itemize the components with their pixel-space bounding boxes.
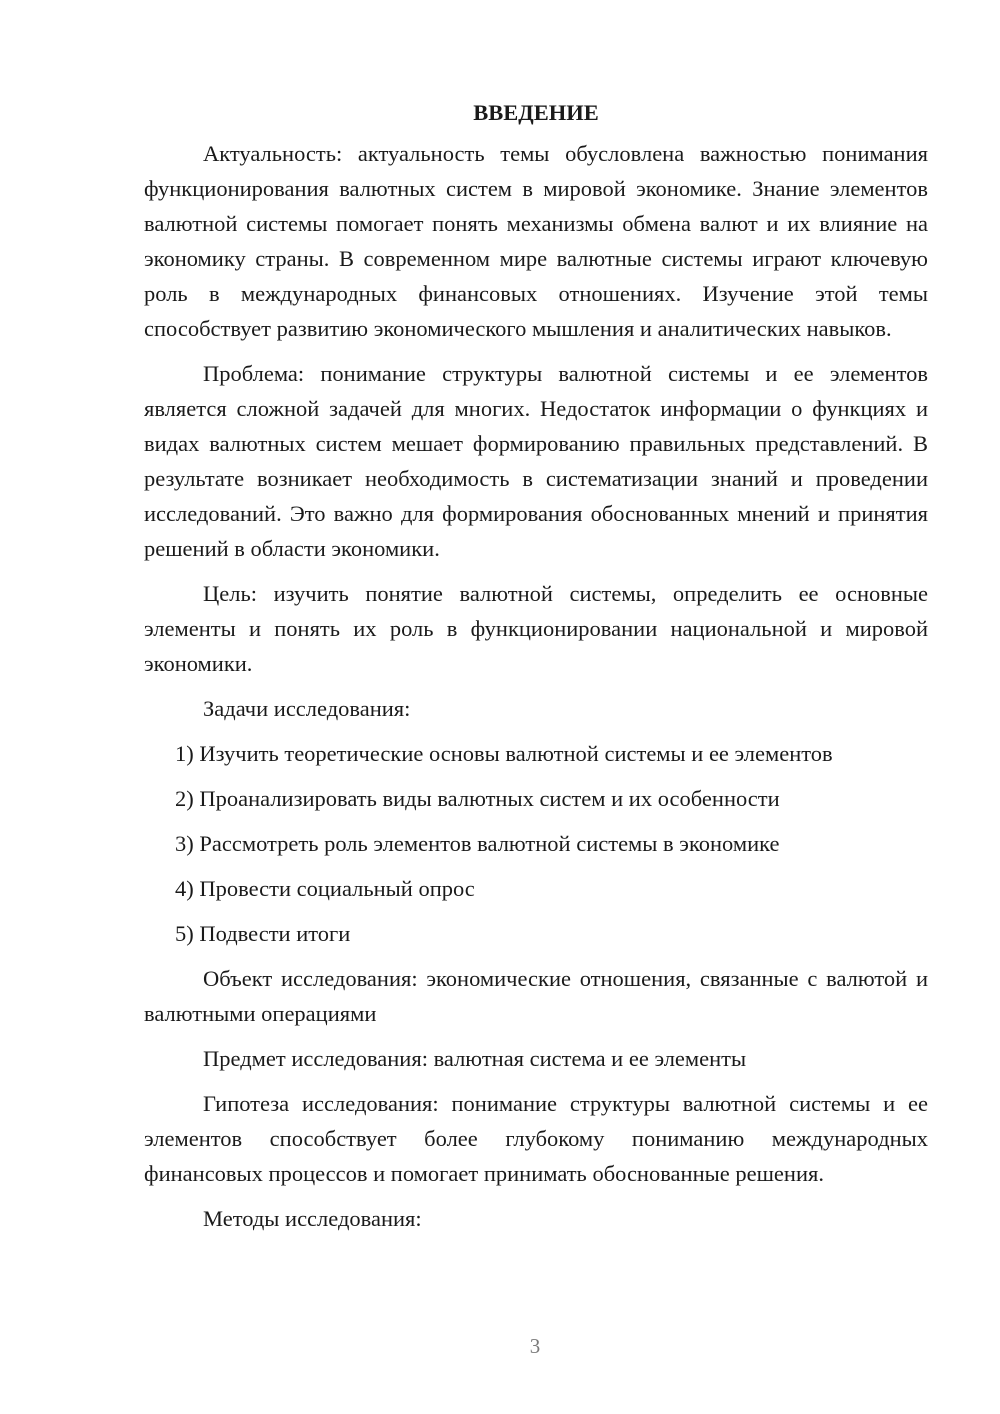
list-item: 2) Проанализировать виды валютных систем и их особенности <box>175 786 780 811</box>
list-item: 3) Рассмотреть роль элементов валютной системы в экономике <box>175 831 780 856</box>
paragraph-goal: Цель: изучить понятие валютной системы, определить ее основные элементы и понять их роль в функционировании национальной и мировой экономики. <box>144 581 928 676</box>
paragraph-subject: Предмет исследования: валютная система и ее элементы <box>203 1046 747 1071</box>
page-content <box>144 95 928 1246</box>
paragraph-relevance: Актуальность: актуальность темы обусловлена важностью понимания функционирования валютных систем в мировой экономике. Знание элементов валютной системы помогает понять механизмы обмена валют и их влияние на экономику страны. В современном мире валютные системы играют ключевую роль в международных финансовых отношениях. Изучение этой темы способствует развитию экономического мышления и аналитических навыков. <box>144 141 928 341</box>
section-title: ВВЕДЕНИЕ <box>473 100 599 125</box>
list-item: 4) Провести социальный опрос <box>175 876 475 901</box>
tasks-list <box>144 736 928 951</box>
tasks-heading: Задачи исследования: <box>203 696 411 721</box>
methods-heading: Методы исследования: <box>203 1206 422 1231</box>
paragraph-problem: Проблема: понимание структуры валютной системы и ее элементов является сложной задачей для многих. Недостаток информации о функциях и видах валютных систем мешает формированию правильных представлений. В результате возникает необходимость в систематизации знаний и проведении исследований. Это важно для формирования обоснованных мнений и принятия решений в области экономики. <box>144 361 928 561</box>
list-item: 5) Подвести итоги <box>175 921 351 946</box>
paragraph-hypothesis: Гипотеза исследования: понимание структуры валютной системы и ее элементов способствует более глубокому пониманию международных финансовых процессов и помогает принимать обоснованные решения. <box>144 1091 928 1186</box>
page-number: 3 <box>529 1334 541 1358</box>
list-item: 1) Изучить теоретические основы валютной системы и ее элементов <box>175 741 833 766</box>
paragraph-object: Объект исследования: экономические отношения, связанные с валютой и валютными операциями <box>144 966 928 1026</box>
